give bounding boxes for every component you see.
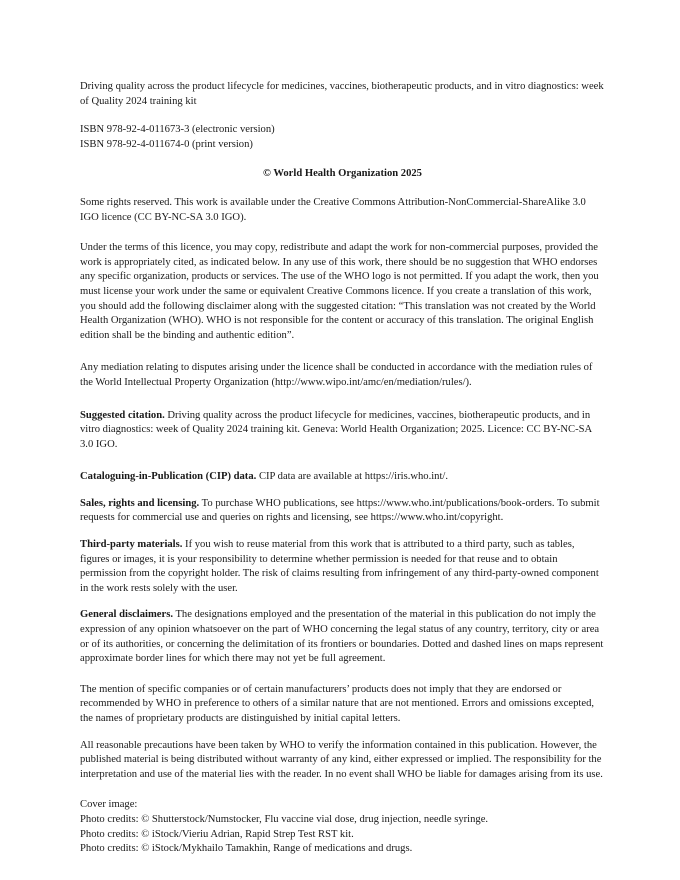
copyright-page (80, 80, 605, 857)
suggested-citation-text: Driving quality across the product lifecycle for medicines, vaccines, biotherapeutic products, and in vitro diagnostics: week of Quality 2024 training kit. Geneva: World Health Organization; 2025. Licence: CC BY-NC-SA 3.0 IGO. (80, 409, 592, 450)
photo-credit: Photo credits: © iStock/Vieriu Adrian, Rapid Strep Test RST kit. (80, 828, 354, 840)
precautions-disclaimer: All reasonable precautions have been taken by WHO to verify the information contained in this publication. However, the published material is being distributed without warranty of any kind, either expressed or implied. The responsibility for the interpretation and use of the material lies with the reader. In no event shall WHO be liable for damages arising from its use. (80, 739, 603, 780)
general-disclaimers (80, 608, 605, 666)
sales-text: To purchase WHO publications, see https://www.who.int/publications/book-orders. To submit requests for commercial use and queries on rights and licensing, see https://www.who.int/copyright. (80, 497, 600, 524)
mediation-statement: Any mediation relating to disputes arising under the licence shall be conducted in accordance with the mediation rules of the World Intellectual Property Organization (http://www.wipo.int/amc/en/mediation/rules/). (80, 362, 593, 388)
cip-label: Cataloguing-in-Publication (CIP) data. (80, 471, 257, 483)
rights-statement: Some rights reserved. This work is available under the Creative Commons Attribution-NonCommercial-ShareAlike 3.0 IGO licence (CC BY-NC-SA 3.0 IGO). (80, 196, 586, 223)
cip-data (80, 470, 605, 485)
cover-image-heading: Cover image: (80, 799, 138, 811)
cip-text: CIP data are available at https://iris.who.int/. (256, 471, 449, 483)
third-party-label: Third-party materials. (80, 539, 183, 551)
isbn-electronic: ISBN 978-92-4-011673-3 (electronic version) (80, 124, 275, 136)
general-disclaimers-label: General disclaimers. (80, 609, 173, 621)
suggested-citation-label: Suggested citation. (80, 409, 165, 421)
licence-terms: Under the terms of this licence, you may copy, redistribute and adapt the work for non-commercial purposes, provided the work is appropriately cited, as indicated below. In any use of this work, there should be no suggestion that WHO endorses any specific organization, products or services. The use of the WHO logo is not permitted. If you adapt the work, then you must license your work under the same or equivalent Creative Commons licence. If you create a translation of this work, you should add the following disclaimer along with the suggested citation: “This translation was not created by the World Health Organization (WHO). WHO is not responsible for the content or accuracy of this translation. The original English edition shall be the binding and authentic edition”. (80, 242, 599, 341)
sales-label: Sales, rights and licensing. (80, 497, 200, 509)
general-disclaimers-text: The designations employed and the presentation of the material in this publication do not imply the expression of any opinion whatsoever on the part of WHO concerning the legal status of any country, territory, city or area or of its authorities, or concerning the delimitation of its frontiers or boundaries. Dotted and dashed lines on maps represent approximate border lines for which there may not yet be full agreement. (80, 609, 604, 665)
isbn-print: ISBN 978-92-4-011674-0 (print version) (80, 138, 253, 150)
photo-credit: Photo credits: © Shutterstock/Numstocker, Flu vaccine vial dose, drug injection, needle syringe. (80, 813, 489, 825)
publication-title: Driving quality across the product lifecycle for medicines, vaccines, biotherapeutic products, and in vitro diagnostics: week of Quality 2024 training kit (80, 81, 604, 107)
cover-image-credits (80, 798, 605, 856)
suggested-citation (80, 409, 605, 453)
third-party-text: If you wish to reuse material from this work that is attributed to a third party, such as tables, figures or images, it is your responsibility to determine whether permission is needed for that reuse and to obtain permission from the copyright holder. The risk of claims resulting from infringement of any third-party-owned component in the work rests solely with the user. (80, 539, 599, 594)
photo-credit: Photo credits: © iStock/Mykhailo Tamakhin, Range of medications and drugs. (80, 843, 413, 855)
copyright-notice: © World Health Organization 2025 (263, 168, 422, 180)
sales-rights-licensing (80, 497, 605, 526)
manufacturers-disclaimer: The mention of specific companies or of certain manufacturers’ products does not imply that they are endorsed or recommended by WHO in preference to others of a similar nature that are not mentioned. Errors and omissions excepted, the names of proprietary products are distinguished by initial capital letters. (80, 683, 595, 724)
third-party-materials (80, 538, 605, 596)
